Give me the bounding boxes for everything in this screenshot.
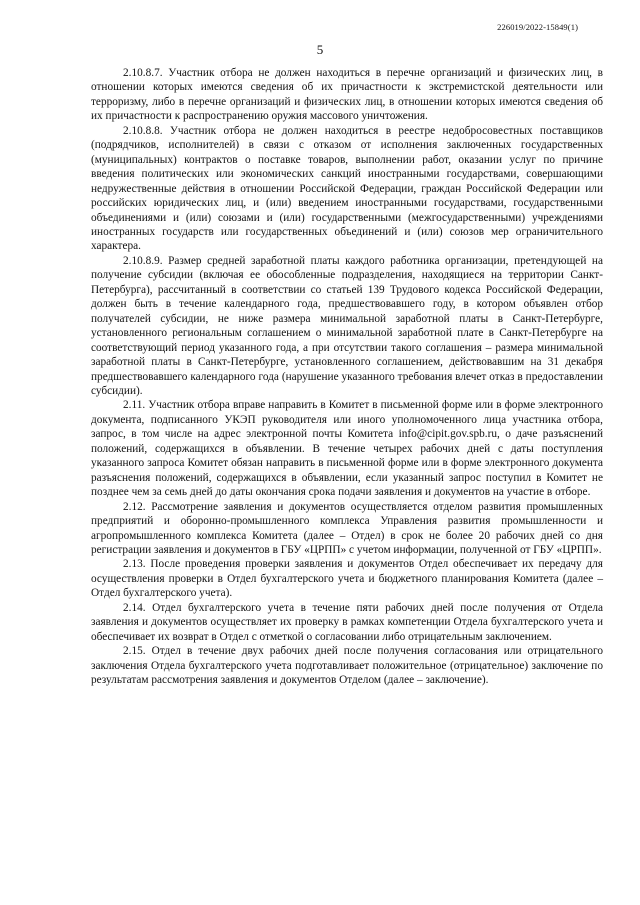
paragraph-2-10-8-7: 2.10.8.7. Участник отбора не должен находиться в перечне организаций и физических лиц, в отношении которых имеются сведения об их причастности к экстремистской деятельности или терроризму, либо в перечне организаций и физических лиц, в отношении которых имеются сведения об их причастности к распространению оружия массового уничтожения.: [91, 67, 603, 123]
paragraph-2-10-8-9: 2.10.8.9. Размер средней заработной платы каждого работника организации, претендующей на получение субсидии (включая ее обособленные подразделения, находящиеся на территории Санкт-Петербурга), рассчитанный в соответствии со статьей 139 Трудового кодекса Российской Федерации, должен быть в течение календарного года, предшествовавшего году, в котором объявлен отбор получателей субсидии, не ниже размера минимальной заработной платы в Санкт-Петербурге, установленного региональным соглашением о минимальной заработной плате в Санкт-Петербурге на соответствующий период указанного года, а при отсутствии такого соглашения – размера минимальной заработной платы в Санкт-Петербурге, установленного соглашением, действовавшим на 31 декабря предшествовавшего календарного года (нарушение указанного требования влечет отказ в предоставлении субсидии).: [91, 254, 603, 397]
document-body: [91, 66, 603, 687]
document-id: 226019/2022-15849(1): [497, 22, 578, 32]
paragraph-2-12: 2.12. Рассмотрение заявления и документов осуществляется отделом развития промышленных предприятий и оборонно-промышленного комплекса Управления развития промышленности и агропромышленного комплекса Комитета (далее – Отдел) в срок не более 20 рабочих дней со дня регистрации заявления и документов в ГБУ «ЦРПП» с учетом информации, полученной от ГБУ «ЦРПП».: [91, 500, 603, 556]
paragraph-2-15: 2.15. Отдел в течение двух рабочих дней после получения согласования или отрицательного заключения Отдела бухгалтерского учета подготавливает положительное (отрицательное) заключение по результатам рассмотрения заявления и документов Отделом (далее – заключение).: [91, 645, 603, 687]
paragraph-2-11: 2.11. Участник отбора вправе направить в Комитет в письменной форме или в форме электронного документа, подписанного УКЭП руководителя или иного уполномоченного лица участника отбора, запрос, в том числе на адрес электронной почты Комитета info@cipit.gov.spb.ru, о даче разъяснений положений, содержащихся в объявлении. В течение четырех рабочих дней с даты поступления указанного запроса Комитет обязан направить в письменной форме или в форме электронного документа разъяснения положений, содержащихся в объявлении, если указанный запрос поступил в Комитет не позднее чем за семь дней до даты окончания срока подачи заявления и документов на участие в отборе.: [91, 399, 603, 499]
paragraph-2-13: 2.13. После проведения проверки заявления и документов Отдел обеспечивает их передачу для осуществления проверки в Отдел бухгалтерского учета и бюджетного планирования Комитета (далее – Отдел бухгалтерского учета).: [91, 558, 603, 600]
page-number: 5: [316, 42, 324, 57]
paragraph-2-14: 2.14. Отдел бухгалтерского учета в течение пяти рабочих дней после получения от Отдела заявления и документов осуществляет их проверку в рамках компетенции Отдела бухгалтерского учета и обеспечивает их возврат в Отдел с отметкой о согласовании либо отрицательным заключением.: [91, 601, 603, 643]
paragraph-2-10-8-8: 2.10.8.8. Участник отбора не должен находиться в реестре недобросовестных поставщиков (подрядчиков, исполнителей) в связи с отказом от исполнения заключенных государственных (муниципальных) контрактов о поставке товаров, выполнении работ, оказании услуг по причине введения политических или экономических санкций иностранными государствами, совершающими недружественные действия в отношении Российской Федерации, граждан Российской Федерации или российских юридических лиц, и (или) введением иностранными государствами, государственными объединениями и (или) союзами и (или) государственными (межгосударственными) учреждениями иностранных государств или государственных объединений и (или) союзов мер ограничительного характера.: [91, 124, 603, 253]
